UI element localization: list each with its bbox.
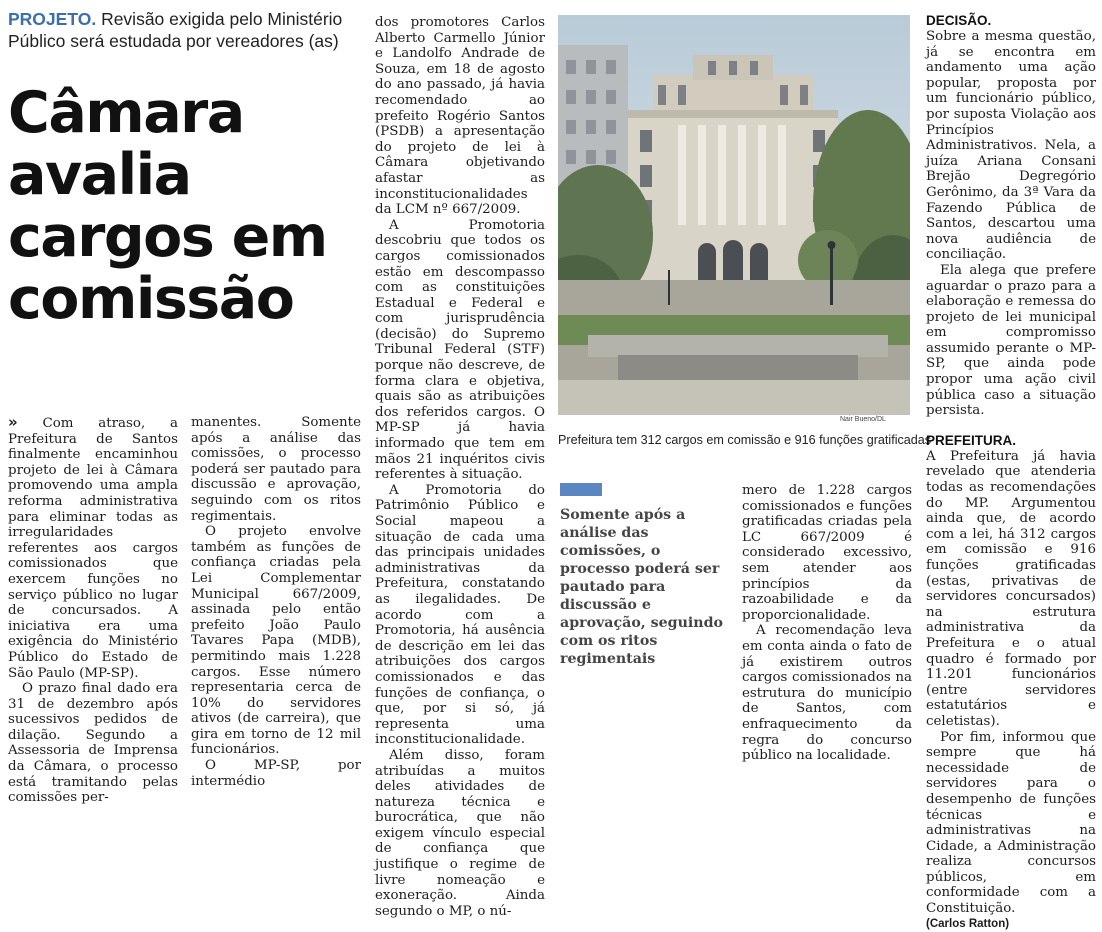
article-column-1 [8, 415, 178, 806]
chevron-icon: » [8, 413, 18, 431]
article-column-6 [926, 13, 1096, 932]
kicker-text: Revisão exigida pelo Ministério Público será estudada por vereadores (as) [8, 9, 343, 51]
pullquote-accent-bar [560, 483, 602, 496]
author-signature: (Carlos Ratton) [926, 917, 1010, 930]
paragraph: » Com atraso, a Prefeitura de Santos finalmente encaminhou projeto de lei à Câmara promovendo uma ampla reforma administrativa para eliminar todas as irregularidades referentes aos cargos comissionados que exercem funções no serviço público no lugar de concursados. A iniciativa era uma exigência do Ministério Público do Estado de São Paulo (MP-SP). [8, 413, 178, 681]
article-column-5 [742, 483, 912, 764]
paragraph: A Promotoria descobriu que todos os cargos comissionados estão em descompasso com as constituições Estadual e Federal e com jurisprudência (decisão) do Supremo Tribunal Federal (STF) porque não descreve, de forma clara e objetiva, quais são as atribuições dos referidos cargos. O MP-SP já havia informado que tem em mãos 21 inquéritos civis referentes à situação. [375, 217, 545, 483]
subheading-decisao: DECISÃO. [926, 13, 992, 28]
paragraph: O MP-SP, por intermédio [191, 758, 361, 789]
kicker [8, 8, 363, 52]
paragraph: O prazo final dado era 31 de dezembro após sucessivos pedidos de dilação. Segundo a Assessoria de Imprensa da Câmara, o processo está tramitando pelas comissões per- [8, 681, 178, 806]
photo-caption: Prefeitura tem 312 cargos em comissão e 916 funções gratificadas [558, 433, 932, 447]
headline: Câmara avalia cargos em comissão [8, 80, 327, 332]
kicker-label: PROJETO. [8, 9, 97, 29]
article-column-3 [375, 15, 545, 919]
paragraph: dos promotores Carlos Alberto Carmello Júnior e Landolfo Andrade de Souza, em 18 de agosto do ano passado, já havia recomendado ao prefeito Rogério Santos (PSDB) a apresentação do projeto de lei à Câmara objetivando afastar as inconstitucionalidades da LCM nº 667/2009. [375, 15, 545, 218]
paragraph: A Prefeitura já havia revelado que atenderia todas as recomendações do MP. Argumentou ainda que, de acordo com a lei, há 312 cargos em comissão e 916 funções gratificadas (estas, privativas de servidores concursados) na estrutura administrativa da Prefeitura e o atual quadro é formado por 11.201 funcionários (entre servidores estatutários e celetistas). [926, 448, 1096, 729]
paragraph: manentes. Somente após a análise das comissões, o processo poderá ser pautado para discussão e aprovação, seguindo com os ritos regimentais. [191, 415, 361, 524]
paragraph: A recomendação leva em conta ainda o fato de já existirem outros cargos comissionados na estrutura do município de Santos, com enfraquecimento da regra do concurso público na localidade. [742, 623, 912, 764]
paragraph: mero de 1.228 cargos comissionados e funções gratificadas criadas pela LC 667/2009 é considerado excessivo, sem atender aos princípios da razoabilidade e da proporcionalidade. [742, 483, 912, 623]
paragraph: Sobre a mesma questão, já se encontra em andamento uma ação popular, proposta por um funcionário público, por suposta Violação aos Princípios Administrativos. Nela, a juíza Ariana Consani Brejão Degregório Gerônimo, da 3ª Vara da Fazendo Pública de Santos, descartou uma nova audiência de conciliação. [926, 29, 1096, 263]
city-hall-photo [558, 15, 910, 415]
paragraph: O projeto envolve também as funções de confiança criadas pela Lei Complementar Municipal 667/2009, assinada pelo então prefeito João Paulo Tavares Papa (MDB), permitindo mais 1.228 cargos. Esse número representaria cerca de 10% do servidores ativos (de carreira), que gira em torno de 12 mil funcionários. [191, 524, 361, 758]
city-hall-image [558, 15, 910, 415]
paragraph: Por fim, informou que sempre que há necessidade de servidores para o desempenho de funções técnicas e administrativas na Cidade, a Administração realiza concursos públicos, em conformidade com a Constituição. [926, 729, 1096, 917]
article-column-2 [191, 415, 361, 789]
subheading-prefeitura: PREFEITURA. [926, 432, 1017, 448]
pullquote: Somente após a análise das comissões, o processo poderá ser pautado para discussão e aprovação, seguindo com os ritos regimentais [560, 507, 723, 667]
photo-credit: Nair Bueno/DL [840, 416, 886, 423]
paragraph: A Promotoria do Patrimônio Público e Social mapeou a situação de cada uma das principais unidades administrativas da Prefeitura, constatando as ilegalidades. De acordo com a Promotoria, há ausência de descrição em lei das atribuições dos cargos comissionados e das funções de confiança, o que, por si só, já representa uma inconstitucionalidade. [375, 482, 545, 748]
paragraph: Ela alega que prefere aguardar o prazo para a elaboração e remessa do projeto de lei municipal em compromisso assumido perante o MP-SP, que ainda pode propor uma ação civil pública caso a situação persista. [926, 262, 1096, 419]
paragraph: Além disso, foram atribuídas a muitos deles atividades de natureza técnica e burocrática, que não exigem vínculo especial de confiança que justifique o regime de livre nomeação e exoneração. Ainda segundo o MP, o nú- [375, 747, 545, 919]
